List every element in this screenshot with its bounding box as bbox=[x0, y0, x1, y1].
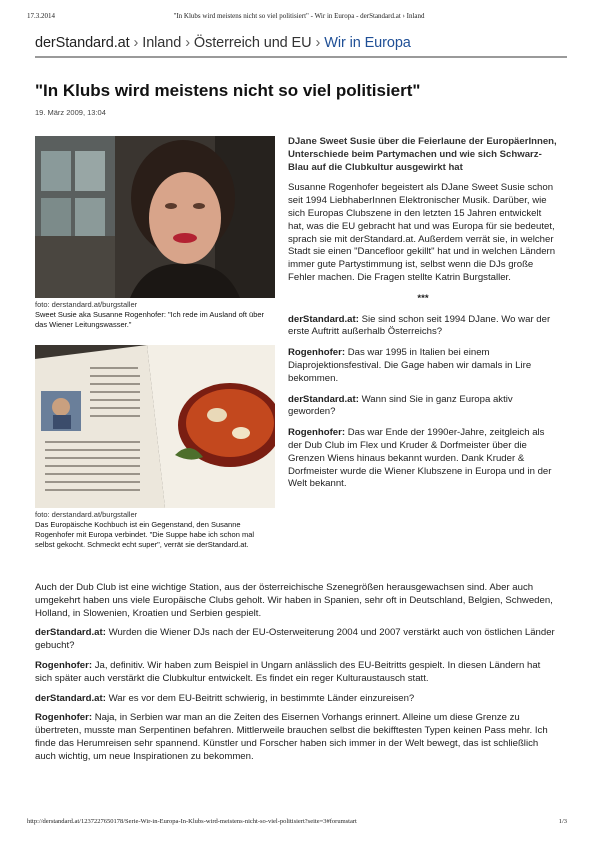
qa-text: Wann sind Sie in ganz Europa aktiv geworden? bbox=[288, 393, 513, 418]
article-intro: Susanne Rogenhofer begeistert als DJane Sweet Susie schon seit 1994 LiebhaberInnen Elektronischer Musik. Darüber, wie sich Europas Clubszene in den letzten 15 Jahren entwickelt hat, was die EU gebracht hat und was Europa für sie bedeutet, sprach sie mit derStandard.at. Außerdem verrät sie, in welcher Stadt sie einen "Dancefloor gekillt" hat und in welchen Ländern immer gute Partystimmung ist, selbst wenn die DJs große Fehler machen. Die Fragen stellte Katrin Burgstaller. bbox=[288, 182, 556, 283]
article-body-full-width bbox=[35, 582, 559, 771]
qa-text: Naja, in Serbien war man an die Zeiten des Eisernen Vorhangs erinnert. Alleine um diese Grenze zu übertreten, musste man Serpentinen befahren. Mittlerweile brauchen selbst die bekifftesten Typen keinen Pass mehr. Ich finde das Herumreisen sehr spannend. Künstler und Forscher haben sich immer in der Welt bewegt, das ist schließlich auch wichtig, um neue Inspirationen zu bekommen. bbox=[35, 712, 548, 762]
article-body-column bbox=[288, 136, 558, 491]
qa-paragraph-continued: Auch der Dub Club ist eine wichtige Station, aus der österreichische Szenegrößen herausgewachsen sind. Aber auch umgekehrt haben uns viele Europäische Clubs geholt. Wir haben in Spanien, sehr oft in Deutschland, Belgien, Schweden, Holland, in Slowenien, Kroatien und Serbien gespielt. bbox=[35, 582, 553, 619]
photo-credit: foto: derstandard.at/burgstaller bbox=[35, 510, 138, 519]
qa-text: War es vor dem EU-Beitritt schwierig, in bestimmte Länder einzureisen? bbox=[105, 692, 415, 704]
breadcrumb-item-inland[interactable]: Inland bbox=[142, 35, 182, 51]
article-photo-cookbook bbox=[35, 345, 275, 508]
photo-caption-cookbook bbox=[35, 510, 275, 550]
qa-text: Wurden die Wiener DJs nach der EU-Osterweiterung 2004 und 2007 verstärkt auch von östlichen Länder gebucht? bbox=[35, 627, 555, 652]
qa-speaker: Rogenhofer: bbox=[288, 427, 346, 439]
qa-text: Sie sind schon seit 1994 DJane. Wo war der erste Auftritt außerhalb Österreichs? bbox=[288, 313, 551, 338]
breadcrumb-current[interactable]: Wir in Europa bbox=[324, 35, 411, 51]
print-url: http://derstandard.at/1237227650178/Serie-Wir-in-Europa-In-Klubs-wird-meistens-nicht-so-viel-politisiert?seite=3#forumstart bbox=[27, 818, 357, 825]
qa-paragraph bbox=[35, 693, 559, 706]
breadcrumb-separator: › bbox=[133, 35, 139, 51]
qa-speaker: Rogenhofer: bbox=[288, 347, 346, 359]
section-separator: *** bbox=[417, 292, 429, 304]
qa-paragraph bbox=[288, 347, 558, 385]
photo-caption-portrait bbox=[35, 300, 275, 330]
breadcrumb-item-oesterreich-und-eu[interactable]: Österreich und EU bbox=[193, 35, 312, 51]
photo-caption-text: Sweet Susie aka Susanne Rogenhofer: "Ich rede im Ausland oft über das Wiener Leitungswasser." bbox=[35, 310, 265, 329]
print-page-number: 1/3 bbox=[558, 818, 567, 825]
qa-speaker: derStandard.at: bbox=[35, 692, 106, 704]
qa-paragraph bbox=[288, 314, 558, 340]
qa-speaker: derStandard.at: bbox=[288, 313, 359, 325]
qa-speaker: derStandard.at: bbox=[35, 627, 106, 639]
print-page-title: "In Klubs wird meistens nicht so viel politisiert" - Wir in Europa - derStandard.at › Inland bbox=[173, 12, 425, 20]
article-headline: "In Klubs wird meistens nicht so viel politisiert" bbox=[35, 81, 421, 100]
breadcrumb bbox=[35, 35, 567, 58]
breadcrumb-separator: › bbox=[315, 35, 321, 51]
print-date: 17.3.2014 bbox=[27, 12, 55, 20]
photo-caption-text: Das Europäische Kochbuch ist ein Gegenstand, den Susanne Rogenhofer mit Europa verbindet. "Die Suppe habe ich schon mal selbst gekocht. Schmeckt echt super", verrät sie derStandard.at. bbox=[35, 520, 255, 549]
qa-text: Das war 1995 in Italien bei einem Diaprojektionsfestival. Die Gage haben wir damals in Lire bekommen. bbox=[288, 347, 532, 384]
qa-speaker: Rogenhofer: bbox=[35, 712, 93, 724]
qa-paragraph bbox=[35, 660, 559, 686]
breadcrumb-separator: › bbox=[185, 35, 190, 51]
qa-paragraph bbox=[288, 394, 558, 420]
qa-paragraph bbox=[288, 427, 558, 491]
qa-speaker: Rogenhofer: bbox=[35, 659, 93, 671]
qa-speaker: derStandard.at: bbox=[288, 393, 359, 405]
qa-paragraph bbox=[35, 627, 559, 653]
article-photo-portrait bbox=[35, 136, 275, 298]
qa-paragraph bbox=[35, 712, 559, 763]
photo-credit: foto: derstandard.at/burgstaller bbox=[35, 300, 138, 309]
qa-text: Ja, definitiv. Wir haben zum Beispiel in Ungarn anlässlich des EU-Beitritts gespielt. In diesen Ländern hat sich später auch verstärkt die Clubkultur entwickelt. Es findet ein reger Kulturaustausch statt. bbox=[35, 659, 541, 684]
breadcrumb-site-link[interactable]: derStandard.at bbox=[35, 35, 130, 51]
article-date: 19. März 2009, 13:04 bbox=[35, 108, 106, 117]
article-lead: DJane Sweet Susie über die Feierlaune der EuropäerInnen, Unterschiede beim Partymachen und wie sich Schwarz-Blau auf die Clubkultur ausgewirkt hat bbox=[288, 136, 557, 173]
qa-text: Das war Ende der 1990er-Jahre, zeitgleich als der Dub Club im Flex und Kruder & Dorfmeister über die Grenzen Wiens hinaus bekannt wurden. Dank Kruder & Dorfmeister wurde die Wiener Klubszene in Europa und in der Welt bekannt. bbox=[288, 427, 552, 490]
